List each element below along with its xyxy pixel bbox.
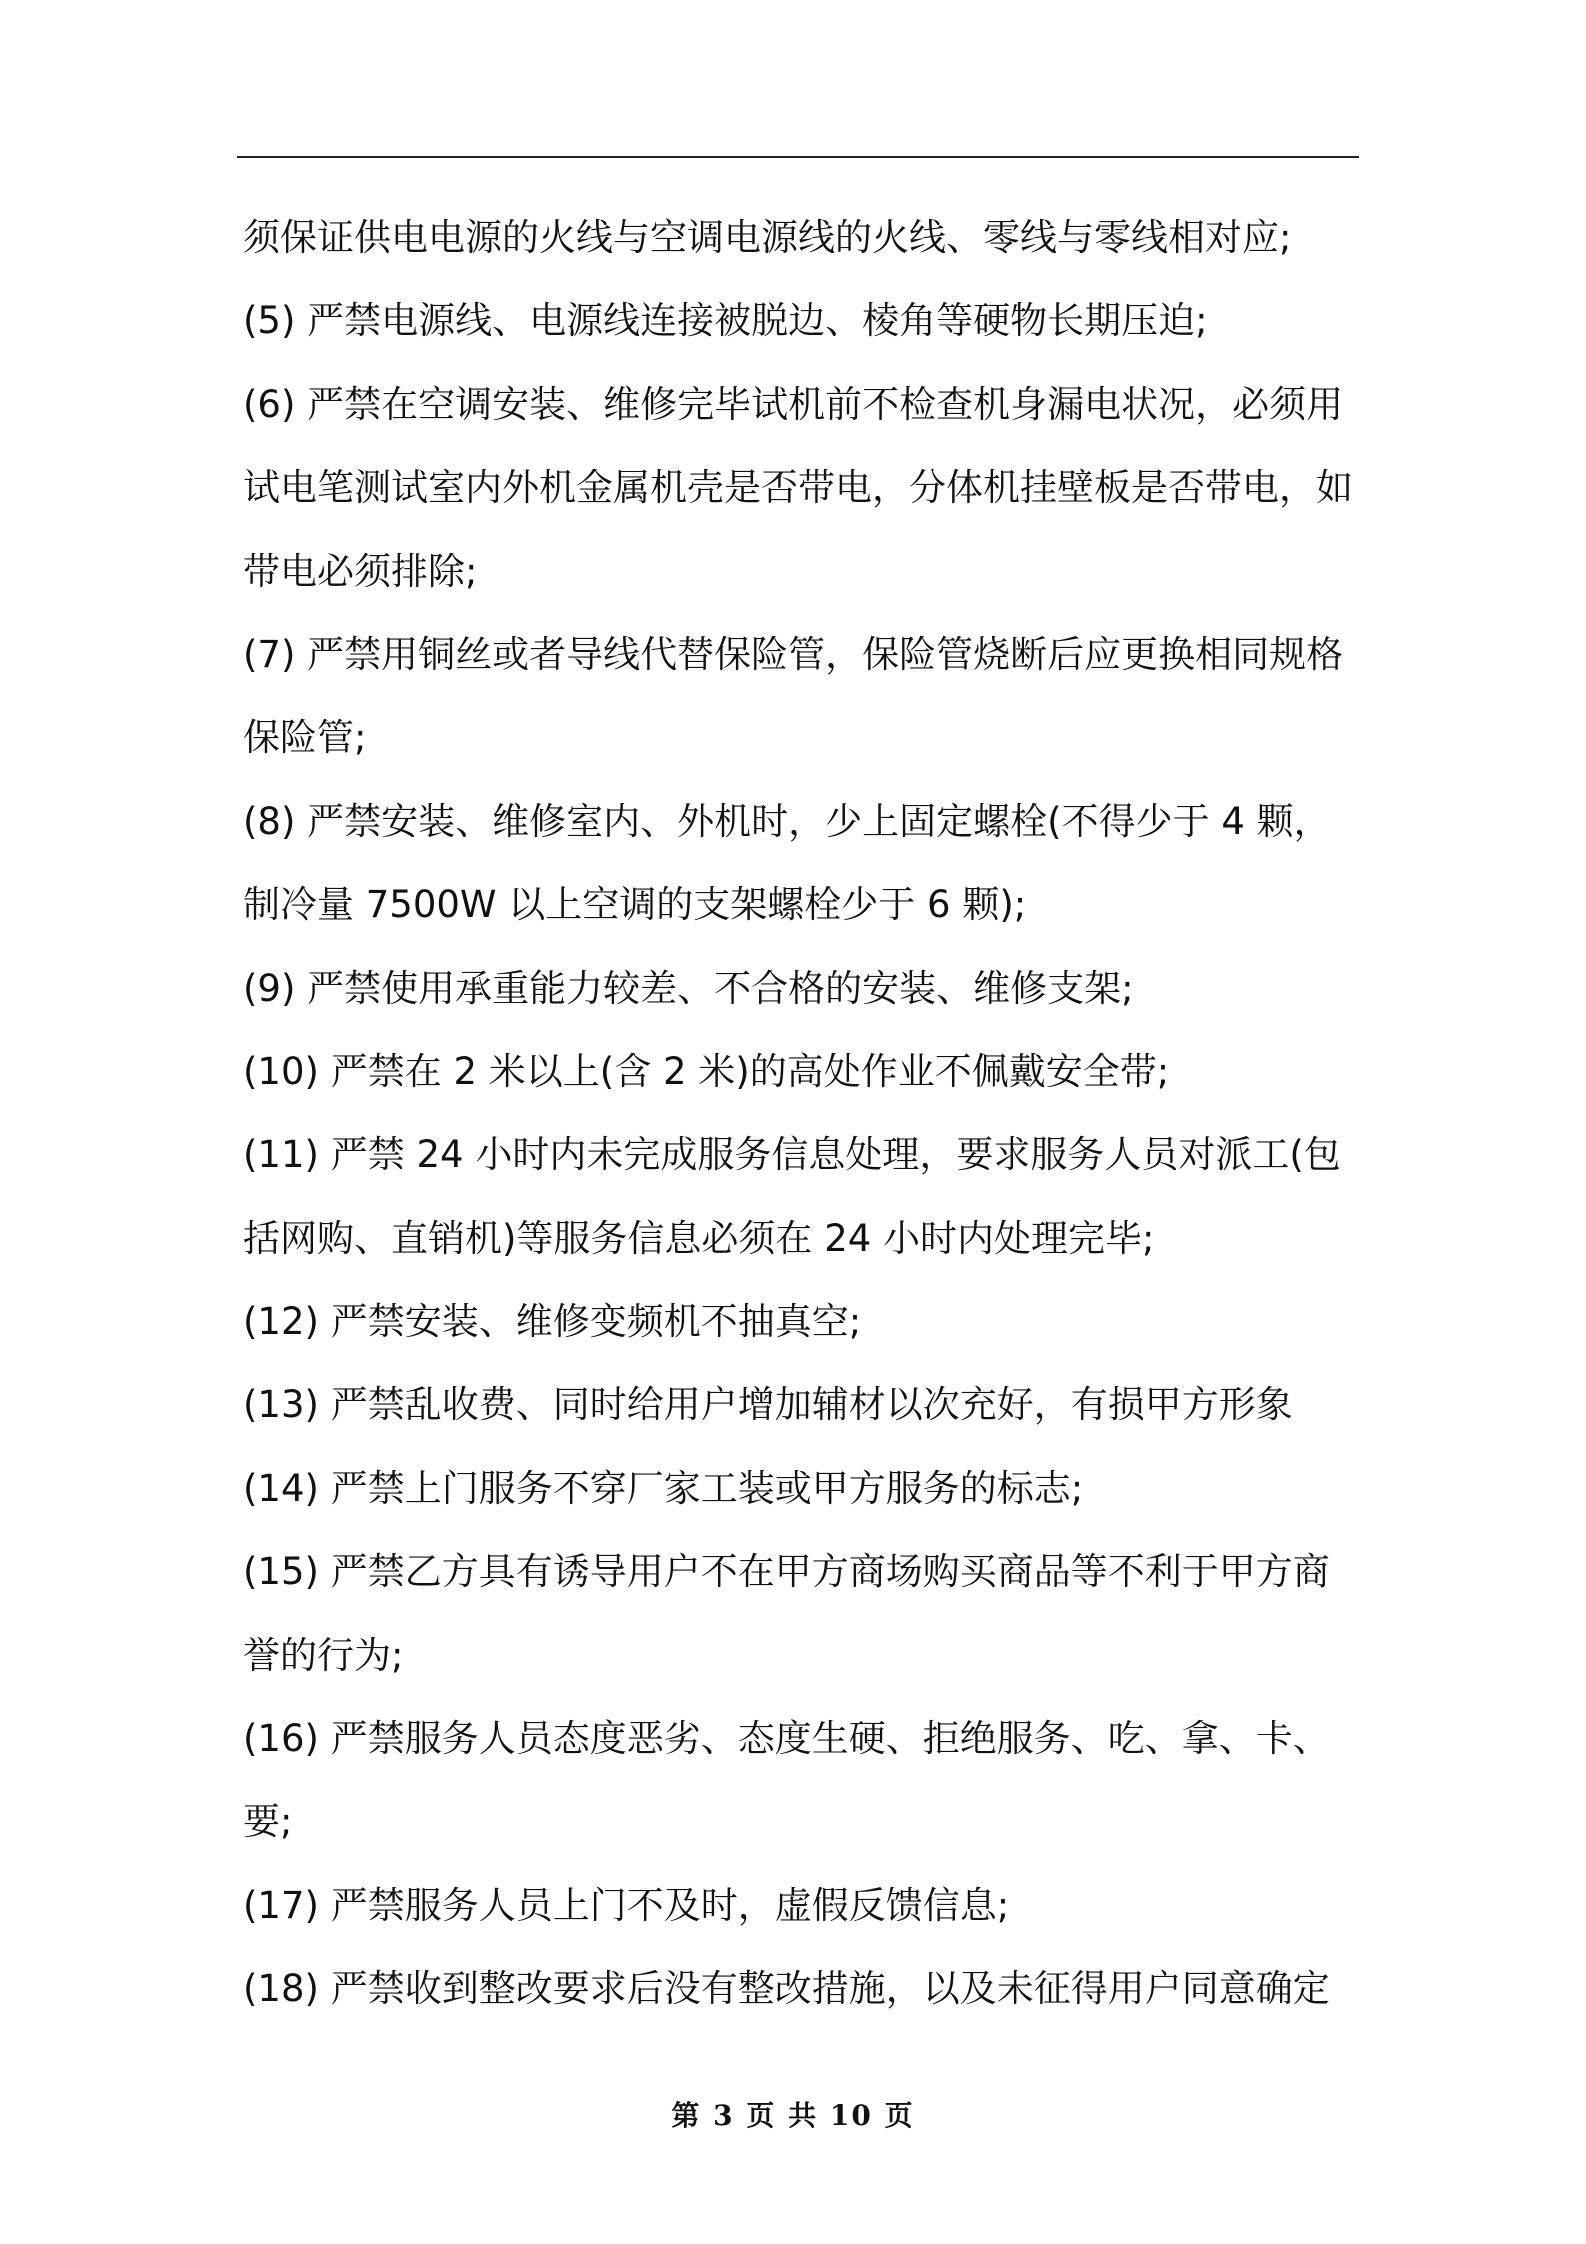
text-line: 试电笔测试室内外机金属机壳是否带电，分体机挂壁板是否带电，如 xyxy=(243,466,1353,510)
text-line: 保险管; xyxy=(243,716,367,760)
page-number-footer: 第 3 页 共 10 页 xyxy=(671,2099,915,2132)
text-line: (9) 严禁使用承重能力较差、不合格的安装、维修支架; xyxy=(243,966,1134,1010)
text-line: (5) 严禁电源线、电源线连接被脱边、棱角等硬物长期压迫; xyxy=(243,299,1208,343)
text-line: (18) 严禁收到整改要求后没有整改措施，以及未征得用户同意确定 xyxy=(243,1967,1330,2011)
text-line: (17) 严禁服务人员上门不及时，虚假反馈信息; xyxy=(243,1883,1010,1927)
text-line: (15) 严禁乙方具有诱导用户不在甲方商场购买商品等不利于甲方商 xyxy=(243,1550,1330,1594)
text-line: 括网购、直销机)等服务信息必须在 24 小时内处理完毕; xyxy=(243,1216,1155,1260)
text-line: 带电必须排除; xyxy=(243,549,478,593)
text-line: (12) 严禁安装、维修变频机不抽真空; xyxy=(243,1300,862,1344)
text-line: 誉的行为; xyxy=(243,1633,404,1677)
text-line: (10) 严禁在 2 米以上(含 2 米)的高处作业不佩戴安全带; xyxy=(243,1049,1170,1093)
text-line: (14) 严禁上门服务不穿厂家工装或甲方服务的标志; xyxy=(243,1466,1084,1510)
text-line: (7) 严禁用铜丝或者导线代替保险管，保险管烧断后应更换相同规格 xyxy=(243,632,1344,676)
text-line: (16) 严禁服务人员态度恶劣、态度生硬、拒绝服务、吃、拿、卡、 xyxy=(243,1717,1330,1761)
text-line: 要; xyxy=(243,1800,293,1844)
text-line: (11) 严禁 24 小时内未完成服务信息处理，要求服务人员对派工(包 xyxy=(243,1133,1341,1177)
text-line: 须保证供电电源的火线与空调电源线的火线、零线与零线相对应; xyxy=(243,216,1292,259)
text-line: (8) 严禁安装、维修室内、外机时，少上固定螺栓(不得少于 4 颗， xyxy=(243,799,1331,843)
text-line: (6) 严禁在空调安装、维修完毕试机前不检查机身漏电状况，必须用 xyxy=(243,382,1344,426)
header-rule xyxy=(237,156,1359,158)
text-line: (13) 严禁乱收费、同时给用户增加辅材以次充好，有损甲方形象 xyxy=(243,1383,1293,1427)
body-text xyxy=(243,196,1358,2031)
text-line: 制冷量 7500W 以上空调的支架螺栓少于 6 颗); xyxy=(243,883,1027,927)
